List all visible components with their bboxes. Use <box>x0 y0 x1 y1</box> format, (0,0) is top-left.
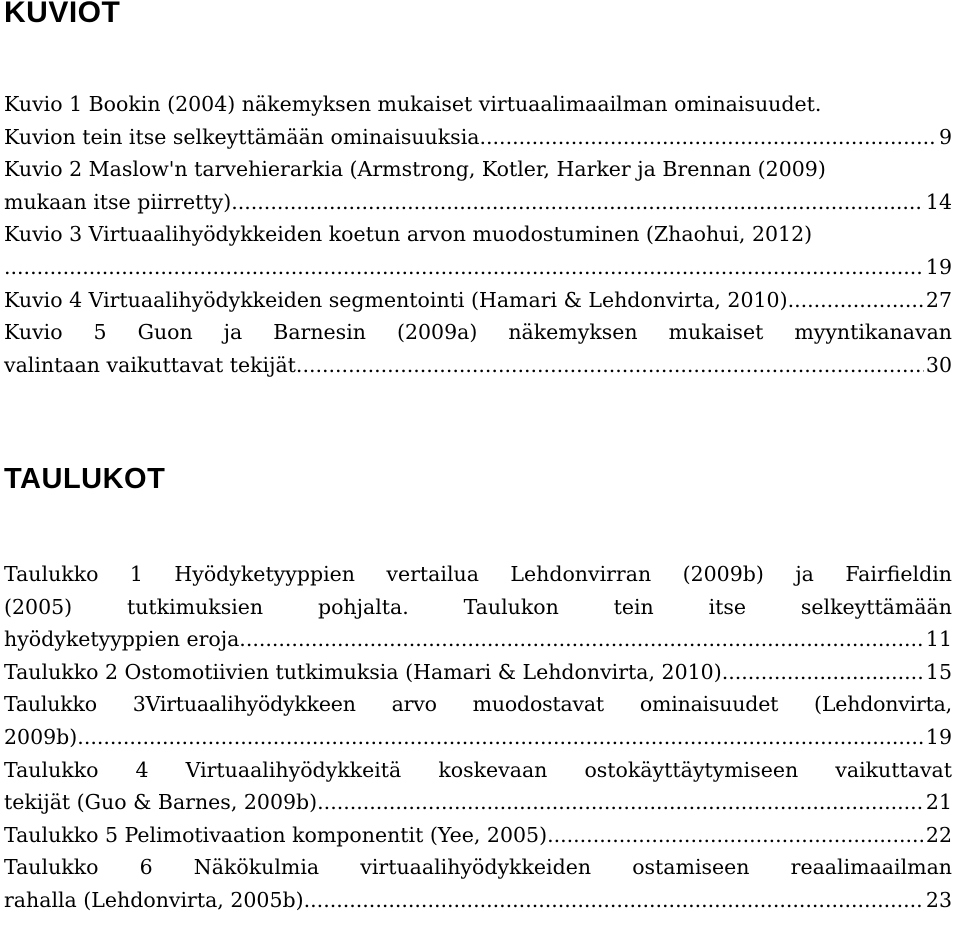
entry-line: Taulukko 3Virtuaalihyödykkeen arvo muodostavat ominaisuudet (Lehdonvirta, <box>4 692 952 717</box>
figures-list <box>4 88 952 381</box>
leader-dots <box>547 819 924 852</box>
leader-dots <box>77 721 924 754</box>
page-number: 30 <box>925 352 952 377</box>
entry-line: hyödyketyyppien eroja. <box>4 627 246 652</box>
entry-line: valintaan vaikuttavat tekijät. <box>4 352 303 377</box>
figure-entry[interactable] <box>4 316 952 381</box>
entry-line: rahalla (Lehdonvirta, 2005b) <box>4 887 304 912</box>
leader-dots <box>317 786 924 819</box>
table-entry[interactable] <box>4 819 952 852</box>
page-number: 23 <box>925 887 952 912</box>
entry-line: Taulukko 1 Hyödyketyyppien vertailua Lehdonvirran (2009b) ja Fairfieldin <box>4 562 952 586</box>
page-number: 14 <box>925 189 952 214</box>
entry-line: (2005) tutkimuksien pohjalta. Taulukon tein itse selkeyttämään <box>4 594 952 619</box>
entry-line: 2009b) <box>4 724 78 749</box>
entry-line: mukaan itse piirretty). <box>4 189 238 214</box>
tables-heading: TAULUKOT <box>4 463 166 495</box>
entry-line: Kuvio 2 Maslow'n tarvehierarkia (Armstrong, Kotler, Harker ja Brennan (2009) <box>4 157 826 182</box>
entry-line: Kuvio 3 Virtuaalihyödykkeiden koetun arvon muodostuminen (Zhaohui, 2012) <box>4 222 813 247</box>
page-number: 22 <box>925 822 952 847</box>
entry-line: Kuvio 1 Bookin (2004) näkemyksen mukaiset virtuaalimaailman ominaisuudet. <box>4 92 822 116</box>
page-number: 27 <box>925 287 952 312</box>
page-number: 15 <box>925 659 952 684</box>
table-entry[interactable] <box>4 851 952 916</box>
table-entry[interactable] <box>4 754 952 819</box>
page-number: 21 <box>925 790 952 815</box>
leader-dots <box>238 186 924 219</box>
leader-dots <box>722 656 924 689</box>
table-entry[interactable] <box>4 656 952 689</box>
entry-line: Kuvion tein itse selkeyttämään ominaisuuksia. <box>4 124 487 149</box>
entry-line: Kuvio 5 Guon ja Barnesin (2009a) näkemyksen mukaiset myyntikanavan <box>4 320 952 345</box>
figure-entry[interactable] <box>4 153 952 218</box>
entry-line: Kuvio 4 Virtuaalihyödykkeiden segmentointi (Hamari & Lehdonvirta, 2010). <box>4 287 795 312</box>
table-entry[interactable] <box>4 558 952 656</box>
entry-line: Taulukko 4 Virtuaalihyödykkeitä koskevaan ostokäyttäytymiseen vaikuttavat <box>4 757 952 782</box>
page-number: 19 <box>925 724 952 749</box>
leader-dots <box>246 623 924 656</box>
page-number: 9 <box>938 124 952 149</box>
entry-line: Taulukko 5 Pelimotivaation komponentit (Yee, 2005) <box>4 822 548 847</box>
figures-heading: KUVIOT <box>4 0 121 29</box>
leader-dots <box>4 251 924 284</box>
leader-dots <box>304 884 924 917</box>
figure-entry[interactable] <box>4 88 952 153</box>
entry-line: tekijät (Guo & Barnes, 2009b) <box>4 790 318 815</box>
entry-line: Taulukko 2 Ostomotiivien tutkimuksia (Hamari & Lehdonvirta, 2010) <box>4 659 722 684</box>
leader-dots <box>302 349 923 382</box>
table-entry[interactable] <box>4 688 952 753</box>
leader-dots <box>794 284 924 317</box>
page-number: 19 <box>925 254 952 279</box>
tables-list <box>4 558 952 917</box>
leader-dots <box>486 121 937 154</box>
page-number: 11 <box>925 627 952 652</box>
entry-line: Taulukko 6 Näkökulmia virtuaalihyödykkeiden ostamiseen reaalimaailman <box>4 855 952 880</box>
figure-entry[interactable] <box>4 284 952 317</box>
figure-entry[interactable] <box>4 218 952 283</box>
